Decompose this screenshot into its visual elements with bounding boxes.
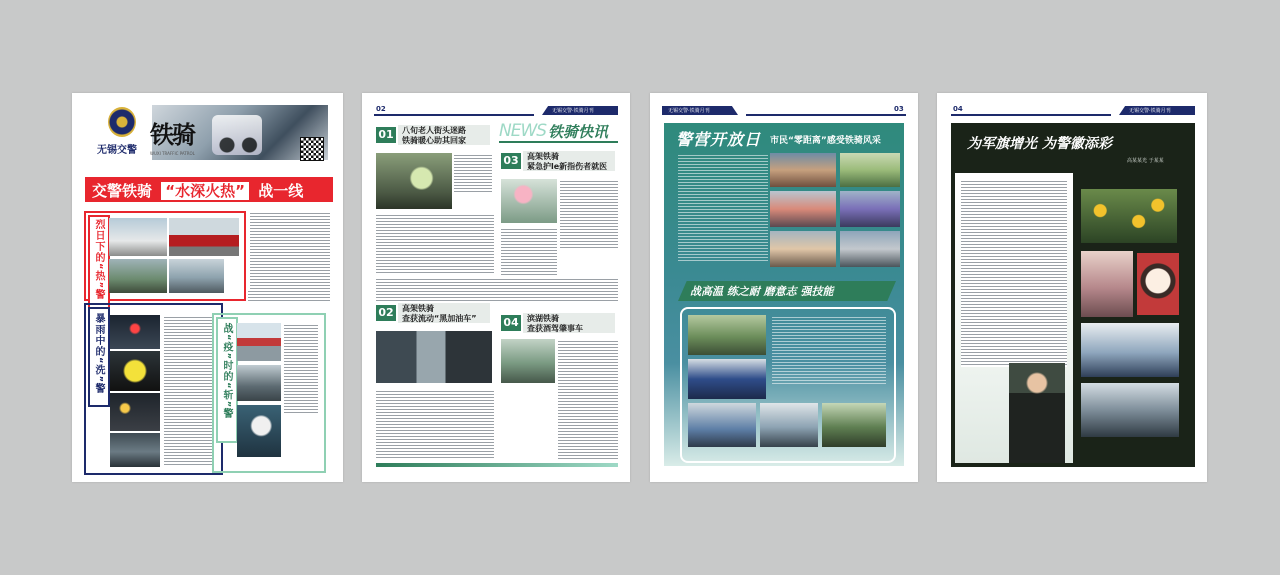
photo-crowd-4 xyxy=(840,191,900,227)
page-title: 为军旗增光 为警徽添彩 xyxy=(967,136,1112,152)
item-number-02: 02 xyxy=(376,305,396,321)
item-title-02b: 查获流动“黑加油车” xyxy=(402,314,477,323)
photo-crowd-2 xyxy=(840,153,900,187)
photo-flood-road xyxy=(110,433,160,467)
news-title: 铁骑快讯 xyxy=(548,123,609,141)
photo-night-traffic xyxy=(110,393,160,431)
article-text-1 xyxy=(250,211,330,293)
item-text-03 xyxy=(560,179,618,249)
logo-subtitle: WUXI TRAFFIC PATROL xyxy=(150,151,195,156)
photo-elderly-man xyxy=(376,153,452,209)
item-title-03b: 紧急护le新指伤者就医 xyxy=(527,162,608,171)
photo-riders-2 xyxy=(688,359,766,399)
item-text-02 xyxy=(376,389,494,459)
photo-riders-1 xyxy=(688,315,766,355)
headline-prefix: 交警铁骑 xyxy=(92,182,153,200)
top-bar-left xyxy=(374,106,534,116)
article-text xyxy=(678,153,768,261)
article-text-2 xyxy=(164,315,214,465)
masthead-title: 铁骑 xyxy=(150,120,194,149)
byline: 高某某光 于某某 xyxy=(1127,158,1164,164)
photo-crowd-5 xyxy=(770,231,836,267)
qr-code xyxy=(300,137,324,161)
header-tag: 无锡交警·铁骑月刊 xyxy=(552,108,594,114)
photo-sunflowers xyxy=(1081,189,1177,243)
item-number-03: 03 xyxy=(501,153,521,169)
photo-checkpoint-road xyxy=(237,365,281,401)
photo-rain-officer xyxy=(110,351,160,391)
title-main: 警营开放日 xyxy=(676,130,762,149)
photo-crowd-3 xyxy=(770,191,836,227)
newspaper-page-4 xyxy=(937,93,1207,482)
page-number: 03 xyxy=(894,105,904,113)
photo-team-3 xyxy=(822,403,886,447)
photo-team-2 xyxy=(760,403,818,447)
slogan-text: 战高温 练之耐 磨意志 强技能 xyxy=(690,285,834,298)
photo-team-1 xyxy=(688,403,756,447)
photo-checkpoint-tent xyxy=(237,323,281,361)
item-text-04 xyxy=(558,339,618,459)
photo-injured-aid xyxy=(501,179,557,223)
photo-meeting xyxy=(1081,323,1179,377)
photo-crossing xyxy=(169,259,224,293)
photo-training xyxy=(1081,383,1179,437)
photo-crowd-6 xyxy=(840,231,900,267)
item-title-03a: 高架铁骑 xyxy=(527,152,559,161)
headline-quote: “水深火热” xyxy=(161,182,249,200)
top-bar-right xyxy=(746,106,906,116)
headline-suffix: 战一线 xyxy=(258,182,304,200)
headline xyxy=(92,180,303,201)
photo-health-check xyxy=(237,405,281,457)
item-text-01 xyxy=(454,153,492,193)
photo-officer-portrait xyxy=(1009,363,1065,463)
item-text-01b xyxy=(376,213,494,273)
item-number-01: 01 xyxy=(376,127,396,143)
article-text-1b xyxy=(248,289,330,301)
section-1-label: 烈日下的“热”警 xyxy=(93,219,104,301)
logo-text: 无锡交警 xyxy=(97,145,137,156)
page-number: 04 xyxy=(953,105,963,113)
police-emblem xyxy=(108,107,136,137)
photo-officer-road xyxy=(109,259,167,293)
header-tag: 无锡交警·铁骑月刊 xyxy=(668,108,710,114)
photo-rain-patrol xyxy=(110,315,160,349)
news-underline xyxy=(499,141,618,143)
footer-bar xyxy=(376,463,618,467)
top-bar-left xyxy=(951,106,1111,116)
header-tag: 无锡交警·铁骑月刊 xyxy=(1129,108,1171,114)
photo-cartoon xyxy=(1137,253,1179,315)
page-number: 02 xyxy=(376,105,386,113)
photo-dui-accident xyxy=(501,339,555,383)
item-title-02a: 高架铁骑 xyxy=(402,304,434,313)
motorcycle-silhouette xyxy=(212,115,262,155)
photo-police-motorcycle xyxy=(109,218,167,256)
title-sub: 市民“零距离”感受铁骑风采 xyxy=(770,136,881,146)
news-label: NEWS xyxy=(499,121,547,141)
item-title-04a: 滨湖铁骑 xyxy=(527,314,559,323)
section-2-label: 暴雨中的“洗”警 xyxy=(93,313,104,395)
photo-wedding xyxy=(1081,251,1133,317)
section-3-label: 战“疫”时的“斩”警 xyxy=(221,323,232,420)
frame-text xyxy=(772,315,886,385)
photo-crowd-1 xyxy=(770,153,836,187)
article-text-3 xyxy=(284,323,318,413)
item-text-mid xyxy=(376,277,618,301)
newspaper-page-3 xyxy=(650,93,918,482)
photo-fire-trucks xyxy=(169,218,239,256)
item-title-01a: 八旬老人街头迷路 xyxy=(402,126,466,135)
photo-fuel-truck xyxy=(376,331,492,383)
newspaper-page-1 xyxy=(72,93,343,482)
newspaper-page-2 xyxy=(362,93,630,482)
item-title-01b: 铁骑暖心助其回家 xyxy=(402,136,466,145)
item-number-04: 04 xyxy=(501,315,521,331)
item-title-04b: 查获酒驾肇事车 xyxy=(527,324,583,333)
article-text xyxy=(961,179,1067,367)
